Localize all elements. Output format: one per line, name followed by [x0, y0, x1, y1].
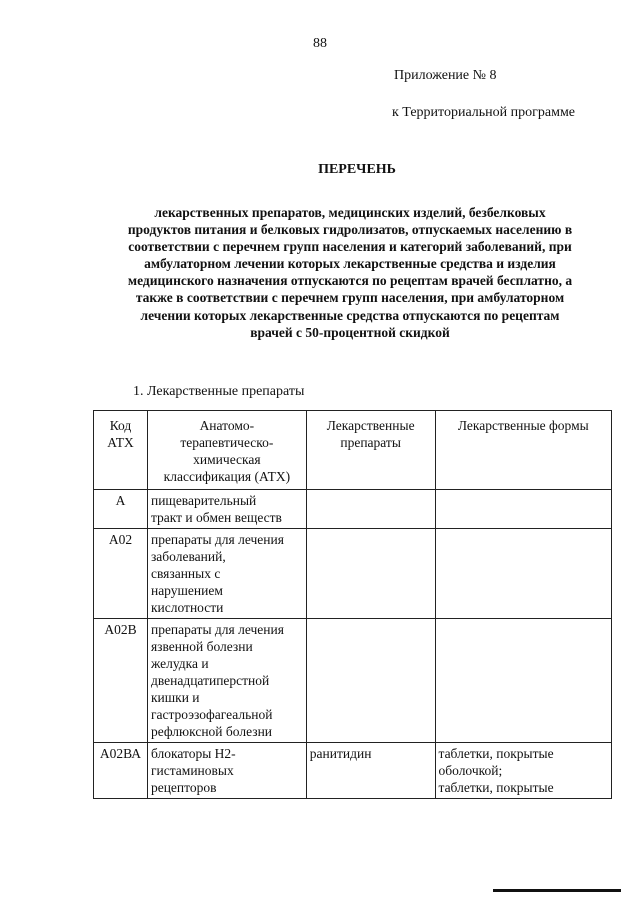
classification-cell	[147, 490, 306, 529]
classification-cell	[147, 529, 306, 619]
classification-cell-line: нарушением	[150, 583, 223, 598]
classification-cell-line: двенадцатиперстной	[150, 673, 270, 688]
document-subtitle-line: продуктов питания и белковых гидролизатов, отпускаемых населению в	[127, 222, 573, 238]
header-code	[94, 411, 148, 490]
document-subtitle-line: лекарственных препаратов, медицинских изделий, безбелковых	[154, 205, 546, 220]
header-forms	[435, 411, 612, 490]
header-code-line: АТХ	[107, 435, 134, 450]
classification-cell-line: препараты для лечения	[150, 622, 284, 637]
forms-cell-line: таблетки, покрытые	[438, 746, 554, 761]
header-classification-line: терапевтическо-	[180, 435, 274, 450]
document-subtitle-line: соответствии с перечнем групп населения и категорий заболеваний, при	[128, 239, 572, 255]
header-classification-line: Анатомо-	[199, 418, 255, 433]
classification-cell-line: препараты для лечения	[150, 532, 284, 547]
table-row	[94, 619, 612, 743]
header-classification-line: классификация (АТХ)	[163, 469, 291, 484]
classification-cell	[147, 743, 306, 799]
classification-cell-line: кислотности	[150, 600, 224, 615]
header-classification-line: химическая	[193, 452, 261, 467]
classification-cell-line: гастроэзофагеальной	[150, 707, 273, 722]
document-subtitle	[80, 204, 620, 341]
document-subtitle-line: лечении которых лекарственные средства отпускаются по рецептам	[140, 307, 560, 323]
drug-cell	[306, 619, 435, 743]
atc-table	[93, 410, 612, 799]
header-forms-line: Лекарственные формы	[457, 418, 589, 433]
atc-code-cell: А02ВА	[94, 743, 148, 799]
header-drugs-line: Лекарственные	[326, 418, 415, 433]
header-drugs	[306, 411, 435, 490]
header-drugs-line: препараты	[340, 435, 401, 450]
footer-rule	[493, 889, 621, 892]
classification-cell-line: тракт и обмен веществ	[150, 510, 282, 525]
section-heading: 1. Лекарственные препараты	[133, 384, 305, 399]
drug-cell-line: ранитидин	[309, 746, 372, 761]
classification-cell-line: гистаминовых	[150, 763, 234, 778]
forms-cell	[435, 743, 612, 799]
table-row	[94, 490, 612, 529]
classification-cell-line: пищеварительный	[150, 493, 257, 508]
classification-cell-line: желудка и	[150, 656, 209, 671]
document-subtitle-line: также в соответствии с перечнем групп населения, при амбулаторном	[135, 290, 565, 306]
table-row	[94, 743, 612, 799]
drug-cell	[306, 490, 435, 529]
classification-cell	[147, 619, 306, 743]
table-body	[94, 490, 612, 799]
document-title: ПЕРЕЧЕНЬ	[318, 162, 396, 177]
forms-cell-line: таблетки, покрытые	[438, 780, 554, 795]
classification-cell-line: рефлюксной болезни	[150, 724, 273, 739]
forms-cell-line: оболочкой;	[438, 763, 503, 778]
classification-cell-line: связанных с	[150, 566, 221, 581]
document-subtitle-line: медицинского назначения отпускаются по рецептам врачей бесплатно, а	[127, 273, 573, 289]
appendix-label: Приложение № 8	[394, 68, 497, 83]
atc-code-cell: А02	[94, 529, 148, 619]
atc-code-cell: А	[94, 490, 148, 529]
document-subtitle-line: врачей с 50-процентной скидкой	[250, 324, 450, 340]
classification-cell-line: блокаторы Н2-	[150, 746, 236, 761]
table-header-row	[94, 411, 612, 490]
forms-cell	[435, 490, 612, 529]
forms-cell	[435, 529, 612, 619]
document-subtitle-line: амбулаторном лечении которых лекарственные средства и изделия	[144, 256, 556, 272]
program-reference: к Территориальной программе	[392, 105, 576, 120]
drug-cell	[306, 743, 435, 799]
drug-cell	[306, 529, 435, 619]
atc-code-cell: А02В	[94, 619, 148, 743]
classification-cell-line: рецепторов	[150, 780, 217, 795]
classification-cell-line: язвенной болезни	[150, 639, 253, 654]
header-classification	[147, 411, 306, 490]
classification-cell-line: кишки и	[150, 690, 200, 705]
header-code-line: Код	[109, 418, 132, 433]
classification-cell-line: заболеваний,	[150, 549, 226, 564]
page-number: 88	[313, 36, 327, 51]
table-row	[94, 529, 612, 619]
forms-cell	[435, 619, 612, 743]
